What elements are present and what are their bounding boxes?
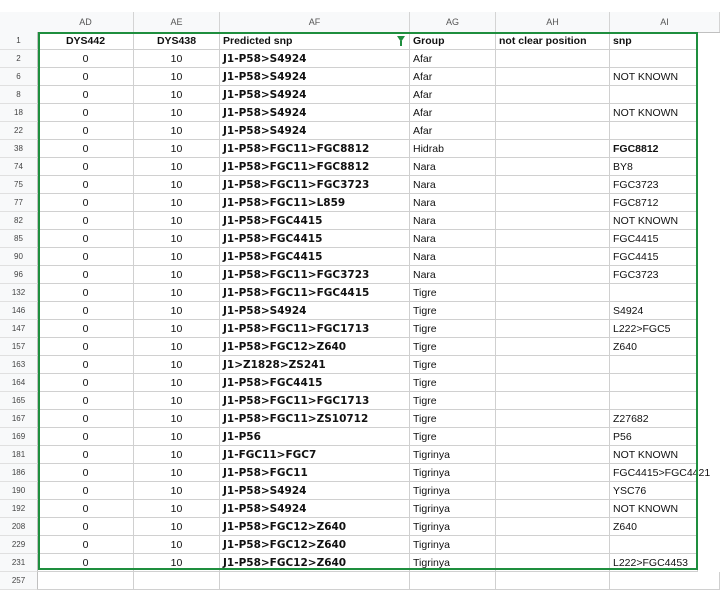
cell-not-clear-position[interactable]: [496, 158, 610, 176]
cell-predicted-snp[interactable]: J1-P58>FGC12>Z640: [220, 518, 410, 536]
cell-not-clear-position[interactable]: [496, 194, 610, 212]
column-header-ah[interactable]: AH: [496, 12, 610, 32]
cell-not-clear-position[interactable]: [496, 212, 610, 230]
cell-snp[interactable]: Z640: [610, 338, 698, 356]
cell-dys438[interactable]: 10: [134, 302, 220, 320]
cell-snp[interactable]: NOT KNOWN: [610, 212, 698, 230]
cell-dys438[interactable]: 10: [134, 194, 220, 212]
cell-not-clear-position[interactable]: [496, 428, 610, 446]
cell-dys442[interactable]: 0: [38, 104, 134, 122]
empty-cell[interactable]: [610, 572, 720, 590]
cell-not-clear-position[interactable]: [496, 464, 610, 482]
row-number[interactable]: 2: [0, 50, 38, 68]
cell-dys438[interactable]: 10: [134, 338, 220, 356]
cell-dys438[interactable]: 10: [134, 320, 220, 338]
cell-predicted-snp[interactable]: J1-P58>FGC11>ZS10712: [220, 410, 410, 428]
cell-not-clear-position[interactable]: [496, 554, 610, 572]
cell-dys442[interactable]: 0: [38, 500, 134, 518]
cell-snp[interactable]: YSC76: [610, 482, 698, 500]
table-row: [0, 554, 720, 572]
cell-snp[interactable]: [610, 122, 698, 140]
row-number[interactable]: 169: [0, 428, 38, 446]
cell-dys442[interactable]: 0: [38, 320, 134, 338]
column-header-ae[interactable]: AE: [134, 12, 220, 32]
cell-group[interactable]: Tigrinya: [410, 536, 496, 554]
table-row: [0, 284, 720, 302]
cell-group[interactable]: Tigre: [410, 374, 496, 392]
cell-predicted-snp[interactable]: J1-P58>S4924: [220, 104, 410, 122]
table-row: [0, 248, 720, 266]
cell-dys442[interactable]: 0: [38, 464, 134, 482]
cell-not-clear-position[interactable]: [496, 176, 610, 194]
row-number[interactable]: 132: [0, 284, 38, 302]
table-row: [0, 374, 720, 392]
table-row: [0, 104, 720, 122]
cell-dys442[interactable]: 0: [38, 68, 134, 86]
cell-not-clear-position[interactable]: [496, 320, 610, 338]
cell-dys438[interactable]: 10: [134, 104, 220, 122]
cell-snp[interactable]: [610, 284, 698, 302]
row-number[interactable]: 82: [0, 212, 38, 230]
cell-dys442[interactable]: 0: [38, 140, 134, 158]
cell-snp[interactable]: FGC4415: [610, 230, 698, 248]
cell-not-clear-position[interactable]: [496, 104, 610, 122]
cell-not-clear-position[interactable]: [496, 518, 610, 536]
header-cell-snp[interactable]: snp: [610, 32, 698, 50]
cell-predicted-snp[interactable]: J1-P58>FGC12>Z640: [220, 338, 410, 356]
cell-group[interactable]: Tigre: [410, 428, 496, 446]
cell-predicted-snp[interactable]: J1-P58>FGC12>Z640: [220, 536, 410, 554]
row-number[interactable]: 75: [0, 176, 38, 194]
cell-dys442[interactable]: 0: [38, 266, 134, 284]
row-number[interactable]: 192: [0, 500, 38, 518]
cell-snp[interactable]: [610, 50, 698, 68]
cell-snp[interactable]: Z640: [610, 518, 698, 536]
cell-not-clear-position[interactable]: [496, 410, 610, 428]
column-header-ad[interactable]: AD: [38, 12, 134, 32]
table-row: [0, 140, 720, 158]
cell-dys438[interactable]: 10: [134, 464, 220, 482]
row-number[interactable]: 1: [0, 32, 38, 50]
cell-group[interactable]: Afar: [410, 68, 496, 86]
cell-snp[interactable]: FGC4415: [610, 248, 698, 266]
table-row: [0, 356, 720, 374]
cell-predicted-snp[interactable]: J1-P58>S4924: [220, 68, 410, 86]
cell-group[interactable]: Afar: [410, 104, 496, 122]
cell-dys442[interactable]: 0: [38, 374, 134, 392]
table-row: [0, 122, 720, 140]
row-number[interactable]: 146: [0, 302, 38, 320]
row-number[interactable]: 96: [0, 266, 38, 284]
header-cell-predicted-snp[interactable]: [220, 32, 410, 50]
row-number[interactable]: 90: [0, 248, 38, 266]
row-number[interactable]: 186: [0, 464, 38, 482]
cell-predicted-snp[interactable]: J1-P58>FGC11>FGC8812: [220, 140, 410, 158]
row-number[interactable]: 208: [0, 518, 38, 536]
header-cell-dys438[interactable]: DYS438: [134, 32, 220, 50]
row-number[interactable]: 147: [0, 320, 38, 338]
cell-snp[interactable]: FGC4415>FGC4421: [610, 464, 698, 482]
cell-dys442[interactable]: 0: [38, 428, 134, 446]
cell-predicted-snp[interactable]: J1-P58>S4924: [220, 482, 410, 500]
header-cell-dys442[interactable]: DYS442: [38, 32, 134, 50]
cell-dys438[interactable]: 10: [134, 428, 220, 446]
cell-dys438[interactable]: 10: [134, 176, 220, 194]
table-row: [0, 428, 720, 446]
table-row: [0, 518, 720, 536]
table-row: [0, 194, 720, 212]
cell-dys438[interactable]: 10: [134, 356, 220, 374]
row-number[interactable]: 181: [0, 446, 38, 464]
cell-not-clear-position[interactable]: [496, 122, 610, 140]
cell-not-clear-position[interactable]: [496, 482, 610, 500]
cell-predicted-snp[interactable]: J1-FGC11>FGC7: [220, 446, 410, 464]
cell-dys442[interactable]: 0: [38, 338, 134, 356]
cell-not-clear-position[interactable]: [496, 230, 610, 248]
cell-group[interactable]: Hidrab: [410, 140, 496, 158]
cell-snp[interactable]: [610, 356, 698, 374]
cell-dys442[interactable]: 0: [38, 194, 134, 212]
cell-dys438[interactable]: 10: [134, 554, 220, 572]
cell-predicted-snp[interactable]: J1-P58>FGC11>FGC8812: [220, 158, 410, 176]
cell-dys442[interactable]: 0: [38, 410, 134, 428]
cell-dys442[interactable]: 0: [38, 482, 134, 500]
cell-snp[interactable]: NOT KNOWN: [610, 104, 698, 122]
cell-predicted-snp[interactable]: J1-P58>S4924: [220, 50, 410, 68]
cell-predicted-snp[interactable]: J1-P58>FGC11>FGC3723: [220, 176, 410, 194]
cell-snp[interactable]: [610, 392, 698, 410]
empty-cell[interactable]: [496, 572, 610, 590]
cell-group[interactable]: Tigre: [410, 356, 496, 374]
empty-cell[interactable]: [410, 572, 496, 590]
table-row: [0, 158, 720, 176]
cell-snp[interactable]: [610, 86, 698, 104]
cell-snp[interactable]: [610, 536, 698, 554]
cell-dys442[interactable]: 0: [38, 248, 134, 266]
cell-not-clear-position[interactable]: [496, 50, 610, 68]
row-number[interactable]: 157: [0, 338, 38, 356]
cell-group[interactable]: Nara: [410, 230, 496, 248]
cell-dys438[interactable]: 10: [134, 68, 220, 86]
cell-not-clear-position[interactable]: [496, 266, 610, 284]
cell-snp[interactable]: NOT KNOWN: [610, 446, 698, 464]
cell-not-clear-position[interactable]: [496, 284, 610, 302]
cell-group[interactable]: Tigre: [410, 410, 496, 428]
cell-dys438[interactable]: 10: [134, 536, 220, 554]
row-number[interactable]: 163: [0, 356, 38, 374]
cell-dys438[interactable]: 10: [134, 446, 220, 464]
table-row: [0, 338, 720, 356]
table-row: [0, 266, 720, 284]
cell-dys438[interactable]: 10: [134, 518, 220, 536]
cell-not-clear-position[interactable]: [496, 374, 610, 392]
cell-dys438[interactable]: 10: [134, 248, 220, 266]
cell-group[interactable]: Tigrinya: [410, 500, 496, 518]
cell-group[interactable]: Nara: [410, 158, 496, 176]
cell-group[interactable]: Nara: [410, 176, 496, 194]
row-number[interactable]: 190: [0, 482, 38, 500]
cell-snp[interactable]: FGC3723: [610, 266, 698, 284]
cell-dys438[interactable]: 10: [134, 410, 220, 428]
column-header-af[interactable]: AF: [220, 12, 410, 32]
table-row: [0, 302, 720, 320]
table-row: [0, 212, 720, 230]
header-row: [0, 32, 720, 50]
cell-group[interactable]: Tigre: [410, 320, 496, 338]
empty-cell[interactable]: [134, 572, 220, 590]
cell-group[interactable]: Nara: [410, 194, 496, 212]
cell-dys438[interactable]: 10: [134, 482, 220, 500]
cell-not-clear-position[interactable]: [496, 356, 610, 374]
cell-snp[interactable]: P56: [610, 428, 698, 446]
cell-dys438[interactable]: 10: [134, 266, 220, 284]
cell-group[interactable]: Nara: [410, 266, 496, 284]
cell-group[interactable]: Afar: [410, 50, 496, 68]
cell-not-clear-position[interactable]: [496, 392, 610, 410]
cell-group[interactable]: Tigrinya: [410, 446, 496, 464]
cell-dys442[interactable]: 0: [38, 536, 134, 554]
row-number[interactable]: 165: [0, 392, 38, 410]
top-strip: [0, 0, 720, 12]
cell-dys438[interactable]: 10: [134, 230, 220, 248]
table-row: [0, 500, 720, 518]
cell-dys442[interactable]: 0: [38, 284, 134, 302]
table-row: [0, 176, 720, 194]
cell-predicted-snp[interactable]: J1-P58>FGC11>FGC3723: [220, 266, 410, 284]
table-row: [0, 320, 720, 338]
cell-predicted-snp[interactable]: J1-P58>FGC11: [220, 464, 410, 482]
cell-group[interactable]: Nara: [410, 248, 496, 266]
row-number[interactable]: 38: [0, 140, 38, 158]
cell-group[interactable]: Tigre: [410, 338, 496, 356]
cell-not-clear-position[interactable]: [496, 248, 610, 266]
column-header-ai[interactable]: AI: [610, 12, 720, 32]
filter-icon[interactable]: [397, 36, 405, 42]
header-cell-label: Predicted snp: [223, 35, 293, 47]
cell-not-clear-position[interactable]: [496, 140, 610, 158]
cell-predicted-snp[interactable]: J1-P58>FGC11>L859: [220, 194, 410, 212]
row-number[interactable]: 167: [0, 410, 38, 428]
cell-dys442[interactable]: 0: [38, 158, 134, 176]
cell-snp[interactable]: FGC8712: [610, 194, 698, 212]
cell-dys442[interactable]: 0: [38, 176, 134, 194]
row-number[interactable]: 22: [0, 122, 38, 140]
cell-dys442[interactable]: 0: [38, 230, 134, 248]
header-cell-group[interactable]: Group: [410, 32, 496, 50]
cell-group[interactable]: Afar: [410, 122, 496, 140]
cell-snp[interactable]: L222>FGC4453: [610, 554, 698, 572]
table-row: [0, 410, 720, 428]
empty-cell[interactable]: [220, 572, 410, 590]
cell-predicted-snp[interactable]: J1-P58>FGC11>FGC4415: [220, 284, 410, 302]
header-cell-not-clear-position[interactable]: not clear position: [496, 32, 610, 50]
cell-group[interactable]: Nara: [410, 212, 496, 230]
cell-snp[interactable]: Z27682: [610, 410, 698, 428]
cell-group[interactable]: Tigre: [410, 284, 496, 302]
cell-predicted-snp[interactable]: J1-P58>FGC11>FGC1713: [220, 392, 410, 410]
cell-not-clear-position[interactable]: [496, 68, 610, 86]
cell-not-clear-position[interactable]: [496, 446, 610, 464]
cell-predicted-snp[interactable]: J1-P58>S4924: [220, 122, 410, 140]
cell-snp[interactable]: NOT KNOWN: [610, 68, 698, 86]
table-row: [0, 68, 720, 86]
cell-snp[interactable]: S4924: [610, 302, 698, 320]
cell-group[interactable]: Tigre: [410, 302, 496, 320]
cell-snp[interactable]: NOT KNOWN: [610, 500, 698, 518]
cell-not-clear-position[interactable]: [496, 536, 610, 554]
cell-predicted-snp[interactable]: J1-P58>FGC11>FGC1713: [220, 320, 410, 338]
cell-dys438[interactable]: 10: [134, 86, 220, 104]
cell-group[interactable]: Tigrinya: [410, 482, 496, 500]
table-row: [0, 536, 720, 554]
cell-predicted-snp[interactable]: J1-P58>FGC4415: [220, 212, 410, 230]
cell-group[interactable]: Tigrinya: [410, 554, 496, 572]
row-number[interactable]: 6: [0, 68, 38, 86]
cell-dys438[interactable]: 10: [134, 140, 220, 158]
row-number[interactable]: 85: [0, 230, 38, 248]
cell-predicted-snp[interactable]: J1>Z1828>ZS241: [220, 356, 410, 374]
cell-predicted-snp[interactable]: J1-P58>FGC4415: [220, 374, 410, 392]
cell-predicted-snp[interactable]: J1-P58>FGC4415: [220, 230, 410, 248]
cell-snp[interactable]: FGC8812: [610, 140, 698, 158]
cell-predicted-snp[interactable]: J1-P58>S4924: [220, 302, 410, 320]
cell-snp[interactable]: FGC3723: [610, 176, 698, 194]
table-row: [0, 446, 720, 464]
cell-dys438[interactable]: 10: [134, 158, 220, 176]
cell-not-clear-position[interactable]: [496, 500, 610, 518]
cell-dys442[interactable]: 0: [38, 356, 134, 374]
cell-group[interactable]: Afar: [410, 86, 496, 104]
row-number[interactable]: 257: [0, 572, 38, 590]
table-row: [0, 86, 720, 104]
cell-dys442[interactable]: 0: [38, 554, 134, 572]
row-number[interactable]: 229: [0, 536, 38, 554]
cell-group[interactable]: Tigre: [410, 392, 496, 410]
row-number[interactable]: 18: [0, 104, 38, 122]
table-row: [0, 230, 720, 248]
cell-dys442[interactable]: 0: [38, 446, 134, 464]
table-row: [0, 482, 720, 500]
cell-group[interactable]: Tigrinya: [410, 518, 496, 536]
cell-dys438[interactable]: 10: [134, 284, 220, 302]
row-number[interactable]: 8: [0, 86, 38, 104]
column-header-bar: [0, 12, 720, 33]
cell-dys442[interactable]: 0: [38, 392, 134, 410]
cell-predicted-snp[interactable]: J1-P58>S4924: [220, 500, 410, 518]
cell-snp[interactable]: L222>FGC5: [610, 320, 698, 338]
cell-not-clear-position[interactable]: [496, 302, 610, 320]
cell-predicted-snp[interactable]: J1-P58>S4924: [220, 86, 410, 104]
cell-not-clear-position[interactable]: [496, 338, 610, 356]
row-number[interactable]: 164: [0, 374, 38, 392]
cell-dys438[interactable]: 10: [134, 374, 220, 392]
cell-dys442[interactable]: 0: [38, 212, 134, 230]
cell-group[interactable]: Tigrinya: [410, 464, 496, 482]
cell-dys438[interactable]: 10: [134, 212, 220, 230]
cell-dys438[interactable]: 10: [134, 50, 220, 68]
cell-predicted-snp[interactable]: J1-P56: [220, 428, 410, 446]
trailing-row: [0, 572, 720, 590]
cell-dys442[interactable]: 0: [38, 518, 134, 536]
row-number[interactable]: 77: [0, 194, 38, 212]
cell-dys438[interactable]: 10: [134, 500, 220, 518]
empty-cell[interactable]: [38, 572, 134, 590]
row-number[interactable]: 74: [0, 158, 38, 176]
table-row: [0, 392, 720, 410]
cell-dys442[interactable]: 0: [38, 50, 134, 68]
cell-snp[interactable]: [610, 374, 698, 392]
cell-dys438[interactable]: 10: [134, 392, 220, 410]
cell-snp[interactable]: BY8: [610, 158, 698, 176]
cell-not-clear-position[interactable]: [496, 86, 610, 104]
cell-predicted-snp[interactable]: J1-P58>FGC4415: [220, 248, 410, 266]
cell-dys442[interactable]: 0: [38, 302, 134, 320]
cell-predicted-snp[interactable]: J1-P58>FGC12>Z640: [220, 554, 410, 572]
table-row: [0, 464, 720, 482]
cell-dys442[interactable]: 0: [38, 122, 134, 140]
table-row: [0, 50, 720, 68]
cell-dys438[interactable]: 10: [134, 122, 220, 140]
cell-dys442[interactable]: 0: [38, 86, 134, 104]
row-number[interactable]: 231: [0, 554, 38, 572]
column-header-ag[interactable]: AG: [410, 12, 496, 32]
